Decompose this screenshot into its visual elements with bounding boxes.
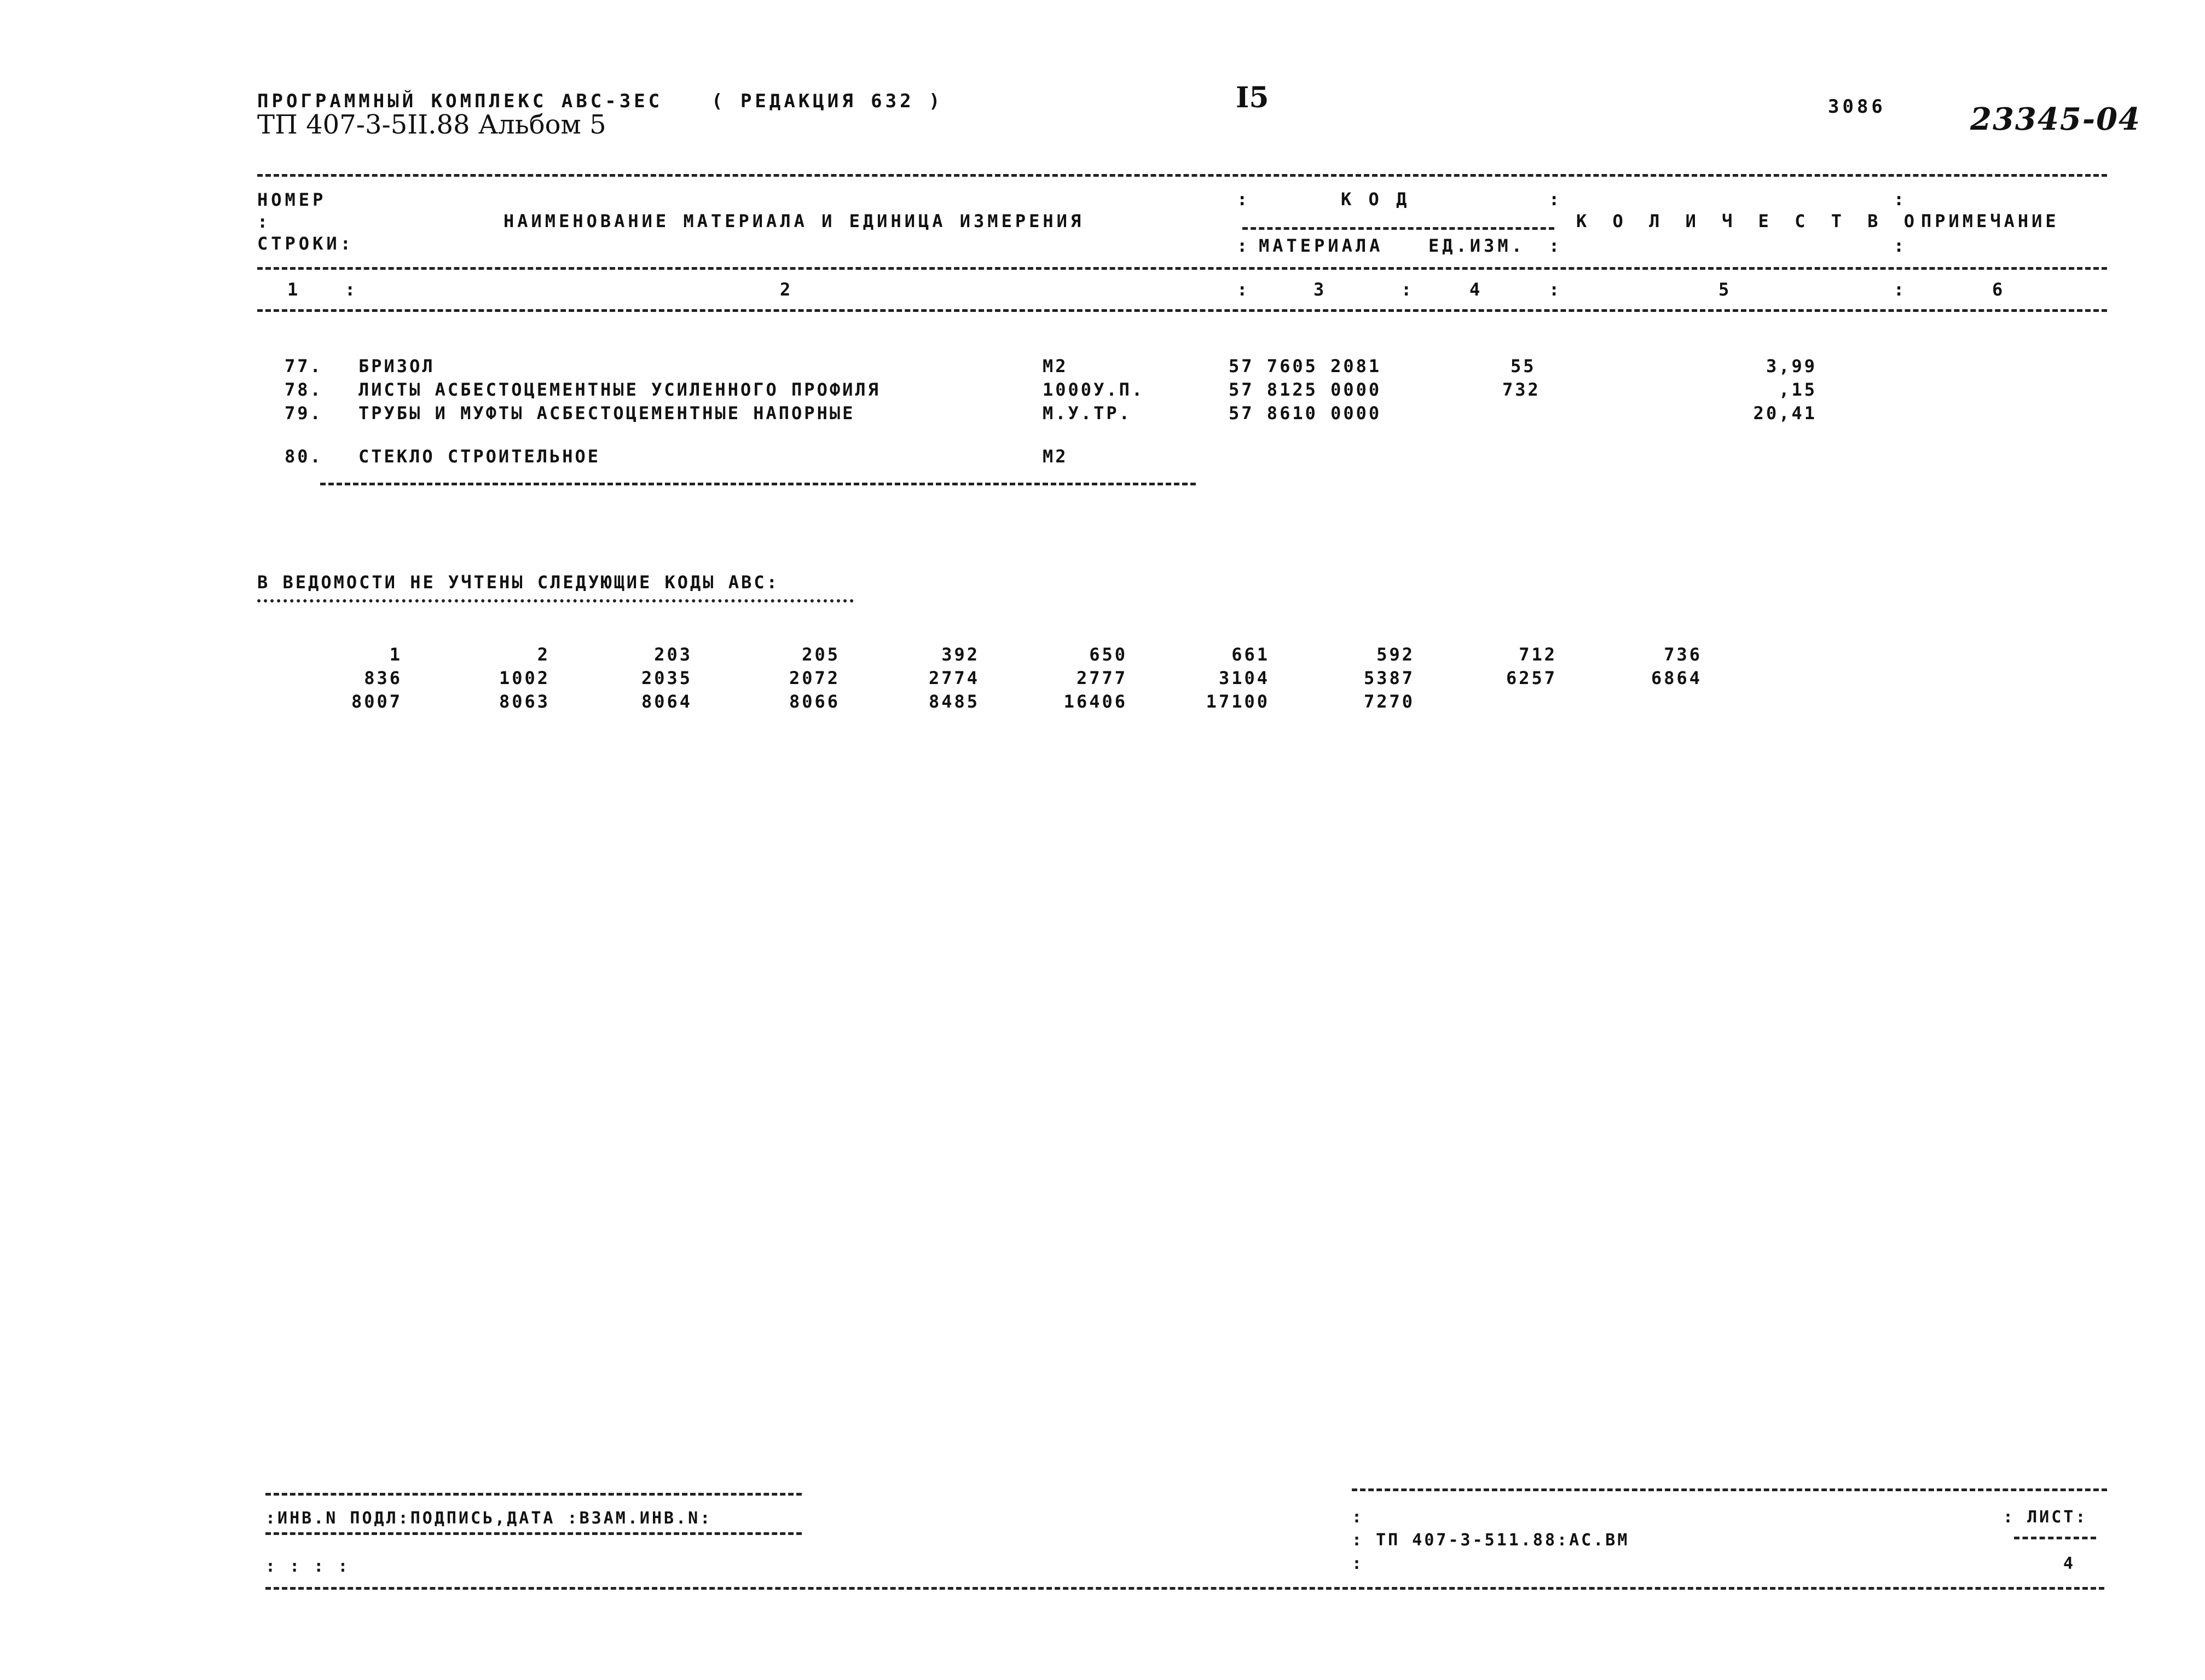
col-number-colon: :: [1401, 279, 1415, 300]
stamp-mid-line: [265, 1532, 802, 1535]
header-colon: :: [1237, 235, 1251, 256]
code-value: 8485: [928, 691, 980, 712]
code-value: 16406: [1063, 691, 1127, 712]
stamp-right-top-line: [1352, 1488, 2107, 1491]
col-code-material-header: МАТЕРИАЛА: [1259, 235, 1384, 256]
header-colon: :: [1894, 235, 1908, 256]
table-end-line: [320, 483, 1196, 485]
code-value: 6257: [1506, 668, 1557, 688]
col-number-colon: :: [345, 279, 359, 300]
col-number-colon: :: [1549, 279, 1563, 300]
code-value: 1002: [499, 668, 550, 688]
row-quantity: ,15: [1779, 379, 1817, 400]
code-subheader-separator: [1242, 227, 1554, 230]
handwritten-number: 23345-04: [1970, 101, 2141, 137]
unaccounted-title: В ВЕДОМОСТИ НЕ УЧТЕНЫ СЛЕДУЮЩИЕ КОДЫ АВС:: [257, 572, 779, 593]
stamp-sheet-separator: [2014, 1537, 2096, 1539]
code-value: 650: [1089, 644, 1127, 665]
code-value: 5387: [1363, 668, 1415, 688]
row-number: 79.: [285, 403, 323, 424]
col-code-header: К О Д: [1341, 189, 1410, 210]
code-value: 203: [654, 644, 692, 665]
row-unit-code: 732: [1502, 379, 1541, 400]
code-value: 2774: [928, 668, 980, 688]
unaccounted-title-underline: [257, 599, 854, 603]
header-colon: :: [1549, 189, 1563, 210]
header-colon: :: [1549, 235, 1563, 256]
col-row-number-header: НОМЕР : СТРОКИ:: [257, 189, 354, 254]
code-value: 2: [537, 644, 550, 665]
program-title: ПРОГРАММНЫЙ КОМПЛЕКС АВС-3ЕС: [257, 90, 663, 112]
code-value: 736: [1664, 644, 1702, 665]
row-quantity: 3,99: [1766, 356, 1817, 376]
col-number-colon: :: [1894, 279, 1908, 300]
col-note-header: ПРИМЕЧАНИЕ: [1921, 211, 2059, 231]
stamp-colon: :: [1352, 1554, 1364, 1573]
code-value: 661: [1231, 644, 1270, 665]
page-number: I5: [1236, 81, 1269, 114]
code-value: 392: [941, 644, 980, 665]
revision-label: ( РЕДАКЦИЯ 632 ): [711, 90, 944, 112]
header-colon: :: [1894, 189, 1908, 210]
row-number: 80.: [285, 446, 323, 467]
code-value: 8066: [789, 691, 840, 712]
table-header-separator: [257, 267, 2107, 270]
row-number: 77.: [285, 356, 323, 376]
code-value: 6864: [1651, 668, 1702, 688]
stamp-colon: :: [1352, 1508, 1364, 1527]
col-number-1: 1: [287, 279, 302, 300]
stamp-inventory-header: :ИНВ.N ПОДЛ:ПОДПИСЬ,ДАТА :ВЗАМ.ИНВ.N:: [265, 1509, 713, 1528]
stamp-document-code: : ТП 407-3-511.88:АС.ВМ: [1352, 1531, 1630, 1550]
col-name-header: НАИМЕНОВАНИЕ МАТЕРИАЛА И ЕДИНИЦА ИЗМЕРЕНИЯ: [503, 211, 1085, 231]
row-unit: М2: [1043, 356, 1068, 376]
code-value: 8007: [351, 691, 402, 712]
row-number: 78.: [285, 379, 323, 400]
table-top-border: [257, 174, 2107, 177]
code-value: 2777: [1076, 668, 1127, 688]
header-colon: :: [1237, 189, 1251, 210]
code-value: 836: [364, 668, 402, 688]
col-quantity-header: К О Л И Ч Е С Т В О: [1576, 211, 1923, 231]
code-value: 7270: [1363, 691, 1415, 712]
row-unit: М2: [1043, 446, 1068, 467]
code-value: 205: [802, 644, 840, 665]
col-number-3: 3: [1313, 279, 1328, 300]
row-material-name: СТЕКЛО СТРОИТЕЛЬНОЕ: [358, 446, 601, 467]
row-unit-code: 55: [1510, 356, 1536, 376]
col-code-unit-header: ЕД.ИЗМ.: [1428, 235, 1525, 256]
album-title: ТП 407-3-5II.88 Альбом 5: [257, 109, 606, 140]
code-value: 712: [1519, 644, 1557, 665]
row-material-name: ЛИСТЫ АСБЕСТОЦЕМЕНТНЫЕ УСИЛЕННОГО ПРОФИЛЯ: [358, 379, 881, 400]
row-quantity: 20,41: [1753, 403, 1817, 424]
col-number-5: 5: [1718, 279, 1733, 300]
code-value: 592: [1376, 644, 1415, 665]
row-unit: М.У.ТР.: [1043, 403, 1132, 424]
code-value: 2072: [789, 668, 840, 688]
code-value: 8063: [499, 691, 550, 712]
row-material-code: 57 8610 0000: [1229, 403, 1382, 424]
stamp-empty-cells: : : : :: [265, 1557, 350, 1576]
document-code: 3086: [1828, 96, 1886, 118]
code-value: 1: [389, 644, 402, 665]
table-numbers-separator: [257, 309, 2107, 312]
row-material-code: 57 7605 2081: [1229, 356, 1382, 376]
code-value: 17100: [1206, 691, 1270, 712]
stamp-top-line: [265, 1493, 802, 1496]
code-value: 8064: [641, 691, 692, 712]
col-number-4: 4: [1469, 279, 1484, 300]
row-unit: 1000У.П.: [1043, 379, 1145, 400]
code-value: 3104: [1218, 668, 1270, 688]
stamp-sheet-number: 4: [2063, 1554, 2076, 1573]
col-number-colon: :: [1237, 279, 1251, 300]
code-value: 2035: [641, 668, 692, 688]
row-material-code: 57 8125 0000: [1229, 379, 1382, 400]
col-number-2: 2: [780, 279, 794, 300]
row-material-name: БРИЗОЛ: [358, 356, 435, 376]
col-number-6: 6: [1992, 279, 2006, 300]
row-material-name: ТРУБЫ И МУФТЫ АСБЕСТОЦЕМЕНТНЫЕ НАПОРНЫЕ: [358, 403, 855, 424]
stamp-bottom-line: [265, 1587, 2104, 1590]
stamp-sheet-label: : ЛИСТ:: [2003, 1508, 2088, 1527]
